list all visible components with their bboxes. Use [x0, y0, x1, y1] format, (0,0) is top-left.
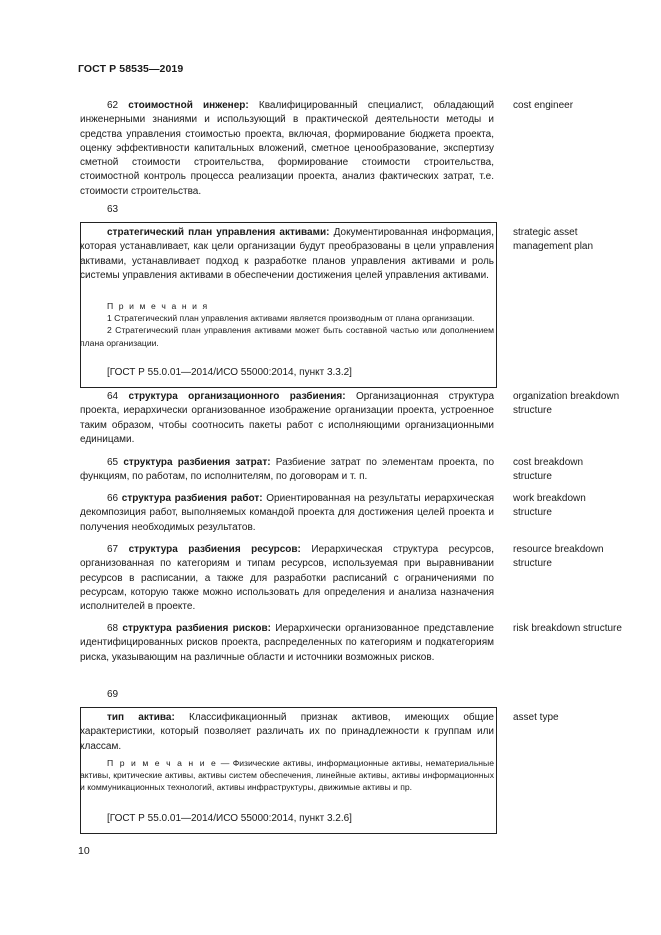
entry-term: структура разбиения работ: [121, 493, 263, 504]
note-text: — Физические активы, информационные активы, нематериальные активы, критические активы, активы систем обеспечения, линейные активы, активы информационных и коммуникационных технологий, активы инфраструктуры, движимые активы и пр. [80, 758, 495, 793]
entry-number: 68 [107, 623, 119, 634]
note-heading: П р и м е ч а н и е [107, 758, 218, 768]
entry-notes [80, 300, 494, 349]
entry-definition: Организационная структура проекта, иерархически организованное изображение организации проекта, устроенное таким образом, чтобы соотносить пакеты работ с исполняющими организационными единицами. [80, 391, 495, 445]
document-header: ГОСТ Р 58535—2019 [78, 63, 184, 75]
entry-definition: Квалифицированный специалист, обладающий инженерными знаниями и использующий в практической деятельности методы и средства управления стоимостью проекта, включая, формирование бюджета проекта, оценку эффективности капитальных вложений, сметное ценообразование, экспертизу сметной стоимости строительства, формирование стоимости строительства, стоимостной контроль процесса реализации проекта, анализ фактических затрат, т.е. стоимости строительства. [80, 100, 495, 197]
entry-term: тип актива: [107, 712, 175, 723]
entry-english-term: cost engineer [513, 100, 574, 111]
entry-number: 63 [107, 204, 119, 215]
entry-term: стоимостной инженер: [128, 100, 249, 111]
note-1: 1 Стратегический план управления активами является производным от плана организации. [107, 313, 475, 324]
entry-term: структура разбиения рисков: [122, 623, 271, 634]
entry-number: 62 [107, 100, 119, 111]
entry-definition: Ориентированная на результаты иерархическая декомпозиция работ, выполняемых командой проекта для достижения целей проекта и получения необходимых результатов. [80, 493, 494, 533]
entry-term: структура организационного разбиения: [128, 391, 346, 402]
entry-number: 65 [107, 457, 119, 468]
entry-number: 67 [107, 544, 119, 555]
source-reference: [ГОСТ Р 55.0.01—2014/ИСО 55000:2014, пункт 3.3.2] [107, 367, 352, 378]
entry-definition: Классификационный признак активов, имеющих общие характеристики, который позволяет различать их по принадлежности к группам или классам. [80, 712, 494, 752]
note-heading: П р и м е ч а н и я [107, 301, 209, 311]
entry-term: структура разбиения затрат: [123, 457, 271, 468]
entry-number: 64 [107, 391, 119, 402]
entry-number: 69 [107, 689, 119, 700]
entry-definition: Иерархически организованное представление идентифицированных рисков проекта, распределенных по категориям и подкатегориям риска, указывающим на различные области и источники возможных рисков. [80, 623, 494, 663]
entry-definition: Иерархическая структура ресурсов, организованная по категориям и типам ресурсов, используемая при выравнивании ресурсов в расписании, а также для разработки расписаний с ограничениями по ресурсам, которую также можно использовать для определения и анализа назначения исполнителей в проекте. [80, 544, 494, 613]
entry-definition: Разбиение затрат по элементам проекта, по функциям, по работам, по исполнителям, по договорам и т. п. [80, 457, 495, 483]
entry-english-term: resource breakdown structure [513, 544, 604, 570]
entry-english-term: risk breakdown structure [513, 623, 622, 634]
entry-term: структура разбиения ресурсов: [128, 544, 301, 555]
entry-english-term: strategic asset management plan [513, 227, 594, 253]
entry-note [80, 757, 494, 794]
source-reference: [ГОСТ Р 55.0.01—2014/ИСО 55000:2014, пункт 3.2.6] [107, 813, 352, 824]
entry-english-term: organization breakdown structure [513, 391, 620, 417]
entry-english-term: work breakdown structure [513, 493, 586, 519]
note-2: 2 Стратегический план управления активами может быть составной частью или дополнением плана организации. [80, 325, 494, 348]
entry-english-term: asset type [513, 712, 559, 723]
entry-english-term: cost breakdown structure [513, 457, 584, 483]
page-number: 10 [78, 845, 90, 857]
entry-number: 66 [107, 493, 119, 504]
entry-term: стратегический план управления активами: [107, 227, 330, 238]
entry-definition: Документированная информация, которая устанавливает, как цели организации будут преобразованы в цели управления активами, устанавливает подход к разработке планов управления активами и роль системы управления активами в обеспечении достижения целей управления активами. [80, 227, 494, 281]
